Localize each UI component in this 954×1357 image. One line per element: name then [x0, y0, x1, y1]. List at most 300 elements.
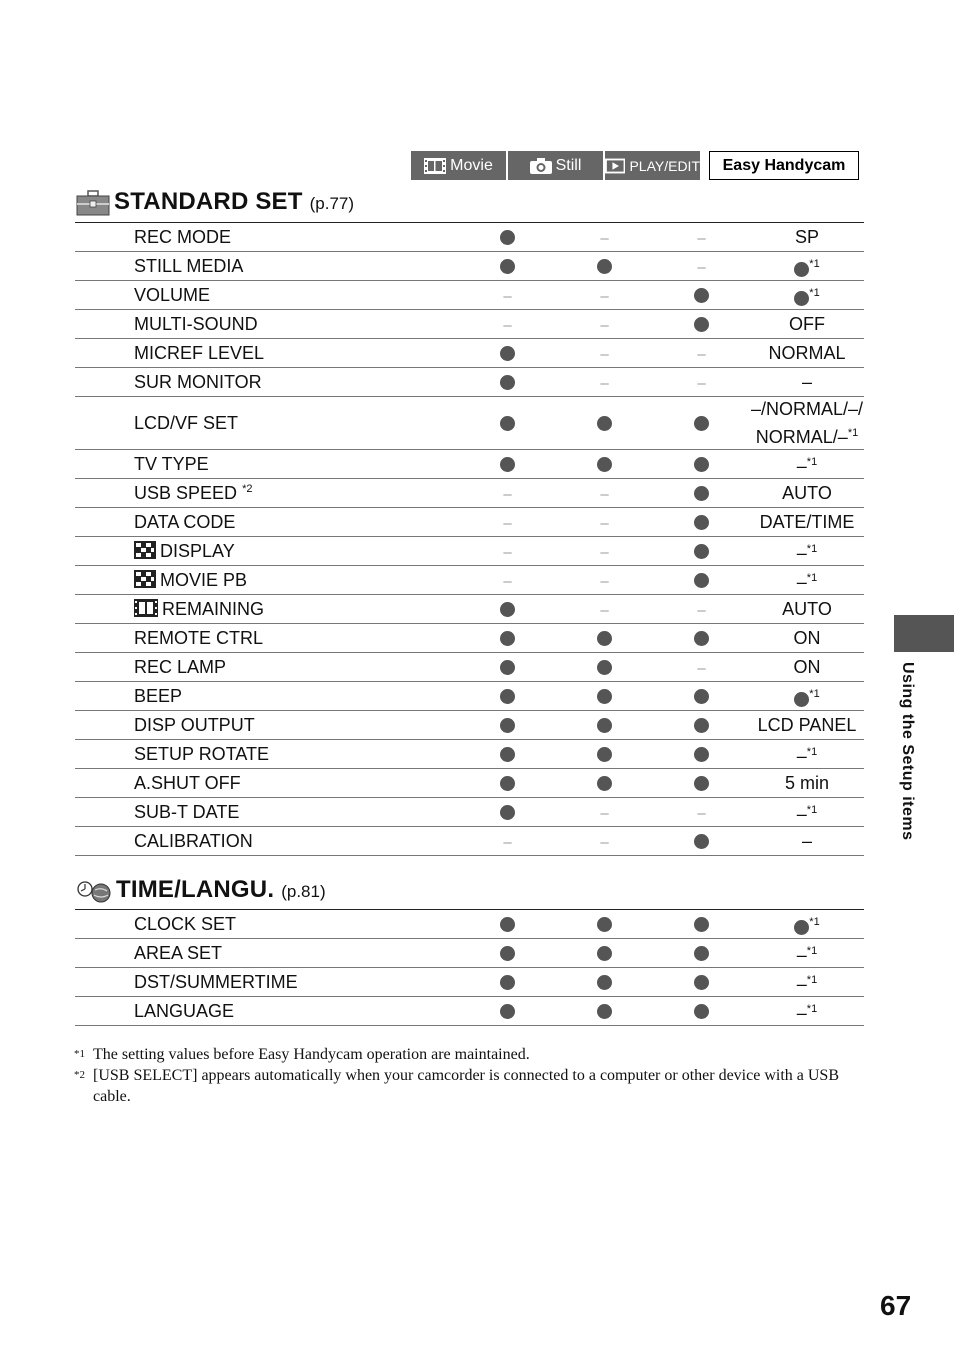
table-row — [75, 653, 864, 682]
easy-handycam-value-cell — [750, 939, 864, 968]
unavailable-dash: – — [600, 543, 609, 561]
setting-name-cell — [75, 450, 459, 479]
unavailable-dash: – — [503, 287, 512, 305]
available-dot — [500, 689, 515, 704]
table-row — [75, 223, 864, 252]
setting-name: SETUP ROTATE — [134, 743, 270, 764]
available-dot — [694, 946, 709, 961]
easy-handycam-value-cell — [750, 537, 864, 566]
tab-play-edit — [605, 151, 700, 180]
table-row — [75, 595, 864, 624]
play-edit-mode-cell — [653, 740, 750, 769]
available-dot — [500, 631, 515, 646]
still-mode-cell — [556, 740, 653, 769]
play-edit-mode-cell — [653, 223, 750, 252]
easy-handycam-value-cell — [750, 682, 864, 711]
toolbox-icon — [76, 190, 110, 216]
default-value: 5 min — [784, 773, 829, 793]
default-value: AUTO — [782, 483, 832, 503]
tab-movie-label: Movie — [450, 156, 493, 174]
setting-name: LCD/VF SET — [134, 412, 239, 433]
unavailable-dash: – — [503, 485, 512, 503]
setting-name: BEEP — [134, 685, 183, 706]
setting-name: DATA CODE — [134, 511, 236, 532]
play-edit-mode-cell — [653, 397, 750, 450]
available-dot — [500, 975, 515, 990]
unavailable-dash: – — [600, 485, 609, 503]
movie-mode-cell — [459, 769, 556, 798]
movie-mode-cell — [459, 252, 556, 281]
table-row — [75, 798, 864, 827]
still-mode-cell — [556, 368, 653, 397]
still-mode-cell — [556, 310, 653, 339]
setting-name-cell — [75, 910, 459, 939]
unavailable-dash: – — [503, 316, 512, 334]
default-value: – — [796, 543, 807, 563]
unavailable-dash: – — [503, 514, 512, 532]
default-value: – — [796, 1003, 807, 1023]
available-dot — [597, 946, 612, 961]
unavailable-dash: – — [600, 316, 609, 334]
available-dot — [597, 917, 612, 932]
available-dot — [597, 975, 612, 990]
movie-mode-cell — [459, 223, 556, 252]
footnote-ref: *1 — [806, 456, 818, 468]
available-dot — [500, 416, 515, 431]
footnote-ref: *1 — [806, 804, 818, 816]
film-icon — [424, 158, 446, 174]
available-dot — [500, 375, 515, 390]
easy-handycam-value-cell — [750, 368, 864, 397]
movie-mode-cell — [459, 479, 556, 508]
available-dot — [694, 631, 709, 646]
setting-name-cell — [75, 939, 459, 968]
play-edit-mode-cell — [653, 910, 750, 939]
table-row — [75, 479, 864, 508]
still-mode-cell — [556, 711, 653, 740]
footnote-ref: *2 — [242, 482, 253, 495]
setting-name: REC LAMP — [134, 656, 227, 677]
available-dot — [597, 416, 612, 431]
setting-name-cell — [75, 310, 459, 339]
clock-globe-icon — [76, 878, 112, 904]
available-dot — [694, 515, 709, 530]
table-row — [75, 252, 864, 281]
available-dot — [500, 230, 515, 245]
thumbnail-icon — [134, 541, 156, 559]
easy-handycam-value-cell — [750, 595, 864, 624]
footnote-mark: *1 — [74, 1048, 85, 1060]
play-edit-mode-cell — [653, 566, 750, 595]
table-row — [75, 508, 864, 537]
table-row — [75, 368, 864, 397]
default-value: ON — [793, 657, 821, 677]
easy-handycam-value-cell — [750, 740, 864, 769]
unavailable-dash: – — [697, 601, 706, 619]
table-row — [75, 339, 864, 368]
footnote-ref: *1 — [809, 916, 820, 928]
unavailable-dash: – — [697, 659, 706, 677]
still-mode-cell — [556, 939, 653, 968]
play-edit-mode-cell — [653, 537, 750, 566]
setting-name: REMAINING — [162, 598, 265, 619]
footnote-ref: *1 — [809, 287, 820, 299]
footnote-ref: *1 — [806, 1003, 818, 1015]
default-value: – — [796, 746, 807, 766]
still-mode-cell — [556, 223, 653, 252]
available-dot — [500, 457, 515, 472]
unavailable-dash: – — [697, 258, 706, 276]
table-row — [75, 537, 864, 566]
play-edit-mode-cell — [653, 939, 750, 968]
available-dot — [500, 776, 515, 791]
setting-name: USB SPEED — [134, 482, 238, 503]
available-dot — [500, 718, 515, 733]
default-value: – — [801, 831, 812, 851]
available-dot — [597, 660, 612, 675]
time-langu-header — [76, 876, 326, 904]
setting-name-cell — [75, 798, 459, 827]
available-dot — [500, 946, 515, 961]
setting-name: LANGUAGE — [134, 1000, 235, 1021]
default-value: LCD PANEL — [757, 715, 857, 735]
default-value: NORMAL/– — [755, 427, 848, 447]
setting-name: DST/SUMMERTIME — [134, 971, 298, 992]
table-row — [75, 968, 864, 997]
available-dot — [500, 346, 515, 361]
play-edit-mode-cell — [653, 310, 750, 339]
setting-name: STILL MEDIA — [134, 255, 244, 276]
thumbnail-icon — [134, 570, 156, 588]
still-mode-cell — [556, 769, 653, 798]
still-mode-cell — [556, 252, 653, 281]
footnote-mark: *2 — [74, 1069, 85, 1081]
setting-name: REMOTE CTRL — [134, 627, 264, 648]
available-dot — [500, 602, 515, 617]
default-value: AUTO — [782, 599, 832, 619]
available-dot — [500, 1004, 515, 1019]
footnote-ref: *1 — [806, 543, 818, 555]
table-row — [75, 566, 864, 595]
table-row — [75, 624, 864, 653]
available-dot — [500, 660, 515, 675]
standard-set-table — [75, 222, 864, 856]
play-edit-mode-cell — [653, 368, 750, 397]
unavailable-dash: – — [600, 287, 609, 305]
still-mode-cell — [556, 997, 653, 1026]
default-value: – — [796, 945, 807, 965]
still-mode-cell — [556, 624, 653, 653]
setting-name-cell — [75, 252, 459, 281]
default-value: NORMAL — [768, 343, 846, 363]
setting-name: TV TYPE — [134, 453, 209, 474]
movie-mode-cell — [459, 537, 556, 566]
available-dot — [694, 689, 709, 704]
value-dot — [794, 920, 809, 935]
still-mode-cell — [556, 595, 653, 624]
available-dot — [597, 1004, 612, 1019]
time-langu-table — [75, 909, 864, 1026]
available-dot — [694, 416, 709, 431]
table-row — [75, 939, 864, 968]
sidebar-tab-block — [894, 615, 954, 652]
easy-handycam-value-cell — [750, 827, 864, 856]
available-dot — [694, 288, 709, 303]
footnote-text: [USB SELECT] appears automatically when your camcorder is connected to a computer or other device with a USB cable. — [93, 1067, 839, 1105]
setting-name-cell — [75, 281, 459, 310]
setting-name-cell — [75, 537, 459, 566]
movie-mode-cell — [459, 711, 556, 740]
table-row — [75, 769, 864, 798]
table-row — [75, 281, 864, 310]
setting-name-cell — [75, 769, 459, 798]
still-mode-cell — [556, 537, 653, 566]
setting-name: SUR MONITOR — [134, 371, 262, 392]
still-mode-cell — [556, 397, 653, 450]
time-langu-page-ref: (p.81) — [281, 882, 326, 901]
unavailable-dash: – — [600, 514, 609, 532]
setting-name: DISP OUTPUT — [134, 714, 255, 735]
unavailable-dash: – — [697, 345, 706, 363]
still-mode-cell — [556, 508, 653, 537]
play-edit-mode-cell — [653, 479, 750, 508]
available-dot — [597, 631, 612, 646]
easy-handycam-value-cell — [750, 968, 864, 997]
available-dot — [694, 317, 709, 332]
tab-still — [508, 151, 603, 180]
available-dot — [694, 776, 709, 791]
footnote-1 — [74, 1044, 864, 1065]
still-mode-cell — [556, 910, 653, 939]
still-mode-cell — [556, 653, 653, 682]
easy-handycam-value-cell — [750, 339, 864, 368]
table-row — [75, 827, 864, 856]
unavailable-dash: – — [600, 833, 609, 851]
default-value: –/NORMAL/–/ — [750, 399, 864, 419]
setting-name: MULTI-SOUND — [134, 313, 258, 334]
movie-mode-cell — [459, 624, 556, 653]
easy-handycam-value-cell — [750, 711, 864, 740]
play-edit-mode-cell — [653, 252, 750, 281]
play-edit-mode-cell — [653, 711, 750, 740]
easy-handycam-value-cell — [750, 798, 864, 827]
table-row — [75, 740, 864, 769]
setting-name-cell — [75, 566, 459, 595]
default-value: – — [796, 804, 807, 824]
sidebar-section-label: Using the Setup items — [899, 662, 916, 841]
available-dot — [694, 457, 709, 472]
still-mode-cell — [556, 281, 653, 310]
setting-name: A.SHUT OFF — [134, 772, 241, 793]
default-value: SP — [794, 227, 819, 247]
setting-name-cell — [75, 339, 459, 368]
movie-mode-cell — [459, 450, 556, 479]
easy-handycam-value-cell — [750, 223, 864, 252]
camera-icon — [530, 158, 552, 174]
easy-handycam-value-cell — [750, 997, 864, 1026]
default-value: DATE/TIME — [759, 512, 855, 532]
setting-name: REC MODE — [134, 226, 232, 247]
setting-name-cell — [75, 397, 459, 450]
play-edit-mode-cell — [653, 508, 750, 537]
easy-handycam-value-cell — [750, 653, 864, 682]
unavailable-dash: – — [600, 374, 609, 392]
available-dot — [500, 259, 515, 274]
movie-mode-cell — [459, 827, 556, 856]
easy-handycam-value-cell — [750, 310, 864, 339]
setting-name: MOVIE PB — [160, 569, 248, 590]
available-dot — [694, 747, 709, 762]
movie-mode-cell — [459, 968, 556, 997]
easy-handycam-value-cell — [750, 508, 864, 537]
unavailable-dash: – — [697, 374, 706, 392]
setting-name: AREA SET — [134, 942, 223, 963]
footnote-ref: *1 — [806, 746, 818, 758]
available-dot — [500, 917, 515, 932]
movie-mode-cell — [459, 798, 556, 827]
setting-name-cell — [75, 223, 459, 252]
default-value: – — [796, 974, 807, 994]
movie-mode-cell — [459, 939, 556, 968]
table-row — [75, 450, 864, 479]
page-number: 67 — [880, 1290, 912, 1321]
default-value: – — [796, 456, 807, 476]
table-row — [75, 910, 864, 939]
footnotes — [74, 1044, 864, 1107]
footnote-ref: *1 — [806, 945, 818, 957]
movie-mode-cell — [459, 997, 556, 1026]
tab-still-label: Still — [555, 156, 582, 174]
easy-handycam-value-cell — [750, 397, 864, 450]
setting-name: SUB-T DATE — [134, 801, 240, 822]
play-edit-mode-cell — [653, 653, 750, 682]
available-dot — [500, 805, 515, 820]
setting-name-cell — [75, 653, 459, 682]
still-mode-cell — [556, 682, 653, 711]
still-mode-cell — [556, 450, 653, 479]
table-row — [75, 310, 864, 339]
movie-mode-cell — [459, 508, 556, 537]
setting-name: DISPLAY — [160, 540, 235, 561]
table-row — [75, 711, 864, 740]
play-edit-mode-cell — [653, 968, 750, 997]
setting-name-cell — [75, 508, 459, 537]
setting-name-cell — [75, 740, 459, 769]
movie-mode-cell — [459, 595, 556, 624]
available-dot — [694, 834, 709, 849]
unavailable-dash: – — [600, 229, 609, 247]
time-langu-title: TIME/LANGU. — [116, 876, 275, 903]
still-mode-cell — [556, 566, 653, 595]
value-dot — [794, 291, 809, 306]
unavailable-dash: – — [503, 833, 512, 851]
easy-handycam-value-cell — [750, 566, 864, 595]
still-mode-cell — [556, 339, 653, 368]
setting-name-cell — [75, 595, 459, 624]
setting-name-cell — [75, 711, 459, 740]
play-edit-mode-cell — [653, 595, 750, 624]
easy-handycam-value-cell — [750, 479, 864, 508]
setting-name-cell — [75, 682, 459, 711]
default-value: – — [796, 572, 807, 592]
still-mode-cell — [556, 798, 653, 827]
play-edit-mode-cell — [653, 624, 750, 653]
movie-mode-cell — [459, 397, 556, 450]
available-dot — [597, 718, 612, 733]
unavailable-dash: – — [503, 572, 512, 590]
movie-mode-cell — [459, 368, 556, 397]
setting-name-cell — [75, 368, 459, 397]
available-dot — [597, 689, 612, 704]
value-dot — [794, 262, 809, 277]
footnote-text: The setting values before Easy Handycam operation are maintained. — [93, 1046, 530, 1063]
setting-name-cell — [75, 624, 459, 653]
default-value: ON — [793, 628, 821, 648]
unavailable-dash: – — [697, 804, 706, 822]
play-edit-mode-cell — [653, 827, 750, 856]
footnote-2 — [74, 1065, 864, 1107]
available-dot — [694, 718, 709, 733]
easy-handycam-value-cell — [750, 252, 864, 281]
available-dot — [597, 457, 612, 472]
movie-mode-cell — [459, 682, 556, 711]
available-dot — [694, 975, 709, 990]
unavailable-dash: – — [600, 804, 609, 822]
play-edit-mode-cell — [653, 450, 750, 479]
tab-movie — [411, 151, 506, 180]
setting-name: MICREF LEVEL — [134, 342, 265, 363]
easy-handycam-value-cell — [750, 281, 864, 310]
easy-handycam-value-cell — [750, 624, 864, 653]
movie-mode-cell — [459, 339, 556, 368]
unavailable-dash: – — [600, 601, 609, 619]
setting-name: CLOCK SET — [134, 913, 237, 934]
still-mode-cell — [556, 479, 653, 508]
standard-set-header — [76, 188, 354, 216]
footnote-ref: *1 — [809, 688, 820, 700]
unavailable-dash: – — [503, 543, 512, 561]
available-dot — [597, 776, 612, 791]
unavailable-dash: – — [600, 572, 609, 590]
movie-mode-cell — [459, 281, 556, 310]
movie-mode-cell — [459, 653, 556, 682]
movie-mode-cell — [459, 310, 556, 339]
easy-handycam-value-cell — [750, 450, 864, 479]
mode-tabs — [411, 151, 861, 180]
play-edit-mode-cell — [653, 997, 750, 1026]
movie-mode-cell — [459, 566, 556, 595]
footnote-ref: *1 — [809, 258, 820, 270]
setting-name-cell — [75, 479, 459, 508]
play-edit-mode-cell — [653, 281, 750, 310]
setting-name-cell — [75, 968, 459, 997]
available-dot — [694, 573, 709, 588]
easy-handycam-value-cell — [750, 769, 864, 798]
default-value: OFF — [789, 314, 825, 334]
easy-handycam-value-cell — [750, 910, 864, 939]
available-dot — [694, 486, 709, 501]
table-row — [75, 682, 864, 711]
play-edit-mode-cell — [653, 769, 750, 798]
tab-easy-handycam: Easy Handycam — [709, 151, 859, 180]
default-value: – — [801, 372, 812, 392]
available-dot — [694, 1004, 709, 1019]
standard-set-page-ref: (p.77) — [309, 194, 355, 213]
available-dot — [694, 917, 709, 932]
setting-name: CALIBRATION — [134, 830, 253, 851]
movie-mode-cell — [459, 740, 556, 769]
still-mode-cell — [556, 968, 653, 997]
